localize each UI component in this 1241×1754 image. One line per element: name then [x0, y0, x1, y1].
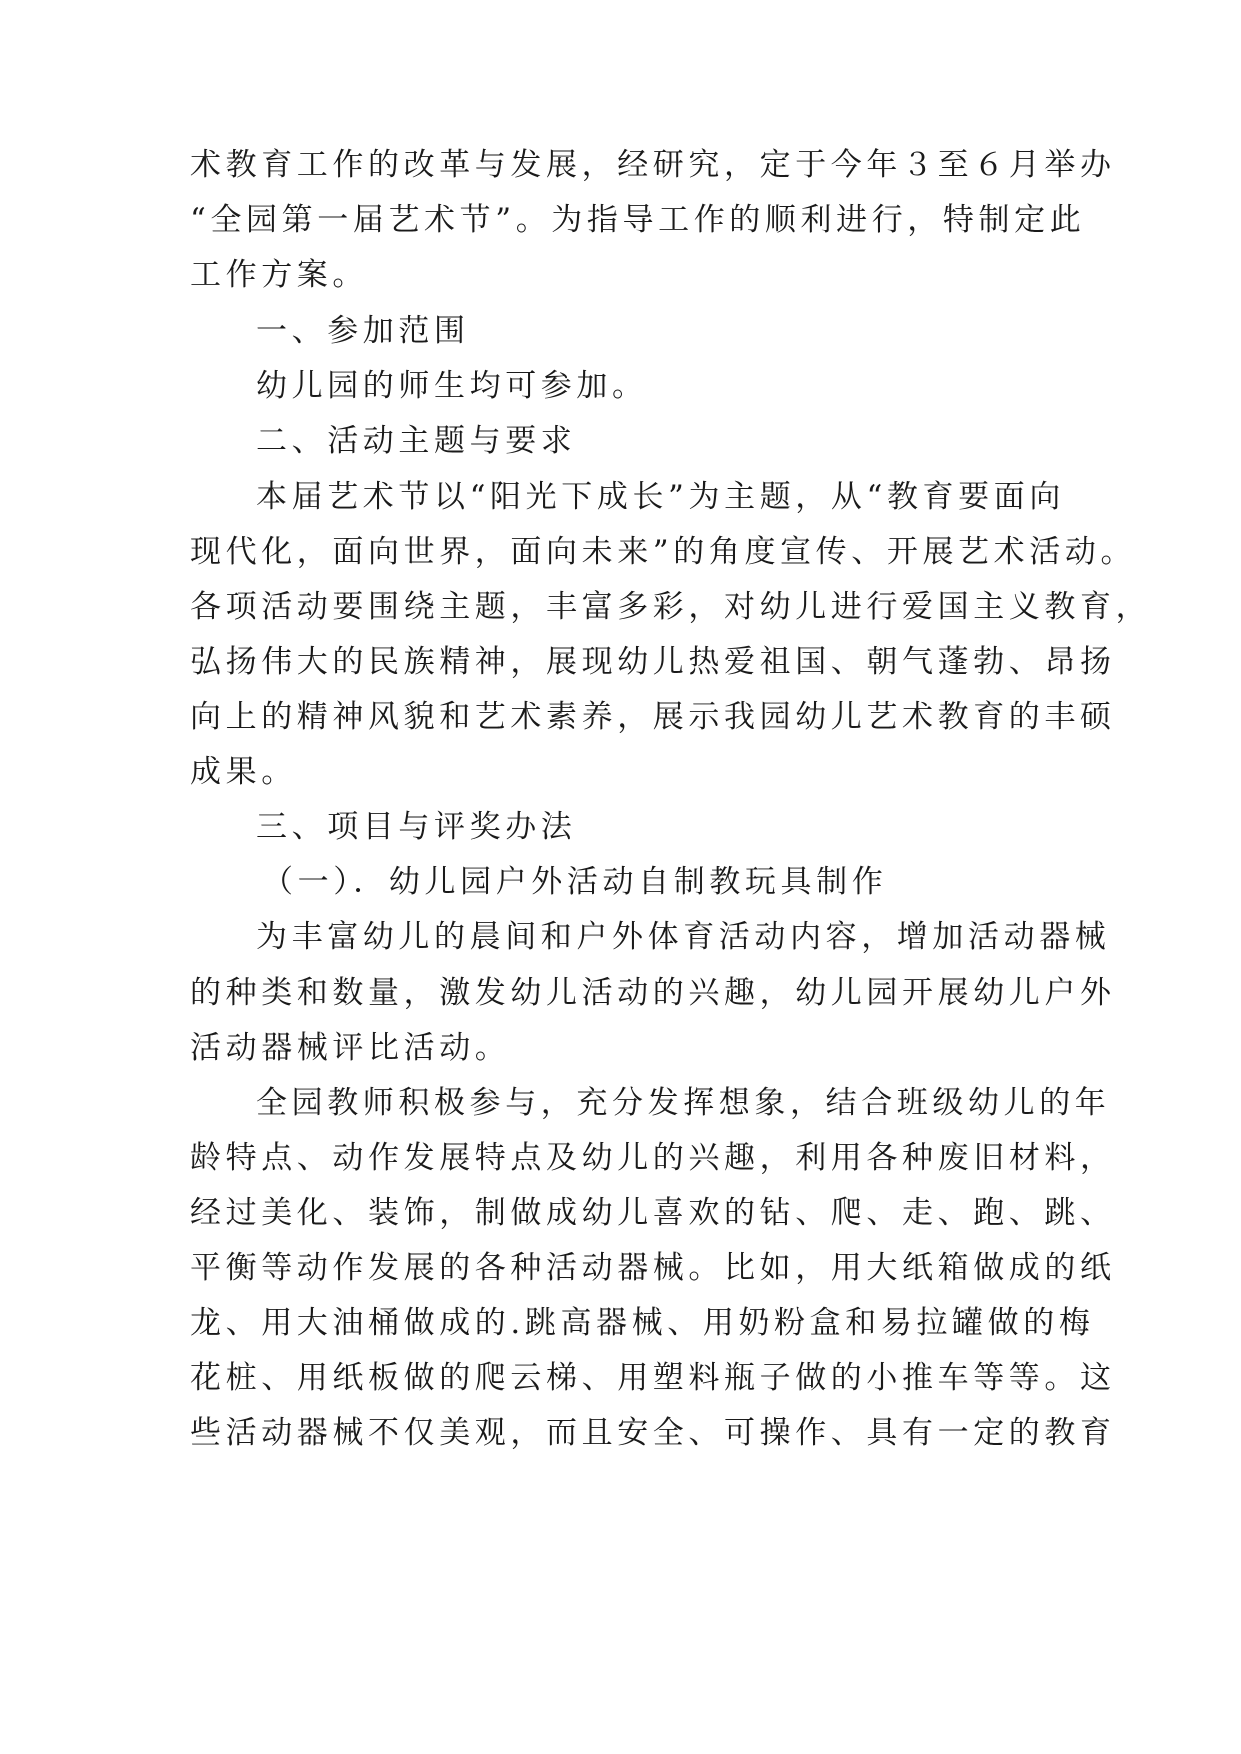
text-line: 术教育工作的改革与发展，经研究，定于今年３至６月举办 [190, 147, 1116, 183]
text-line: “全园第一届艺术节”。为指导工作的顺利进行，特制定此 [190, 202, 1086, 238]
text-line: 为丰富幼儿的晨间和户外体育活动内容，增加活动器械 [256, 919, 1111, 955]
text-line: 弘扬伟大的民族精神，展现幼儿热爱祖国、朝气蓬勃、昂扬 [190, 644, 1116, 680]
text-line: 现代化，面向世界，面向未来”的角度宣传、开展艺术活动。 [190, 534, 1137, 570]
text-line: 各项活动要围绕主题，丰富多彩，对幼儿进行爱国主义教育， [190, 589, 1152, 625]
text-line: 活动器械评比活动。 [190, 1030, 511, 1066]
text-line: 花桩、用纸板做的爬云梯、用塑料瓶子做的小推车等等。这 [190, 1360, 1116, 1396]
text-line: 成果。 [190, 754, 297, 790]
subsection-heading: （一）．幼儿园户外活动自制教玩具制作 [262, 864, 888, 900]
text-line: 全园教师积极参与，充分发挥想象，结合班级幼儿的年 [256, 1085, 1111, 1121]
text-line: 工作方案。 [190, 257, 368, 293]
text-line: 的种类和数量，激发幼儿活动的兴趣，幼儿园开展幼儿户外 [190, 975, 1116, 1011]
section-heading-theme: 二、活动主题与要求 [256, 423, 577, 459]
text-line: 向上的精神风貌和艺术素养，展示我园幼儿艺术教育的丰硕 [190, 699, 1116, 735]
text-line: 些活动器械不仅美观，而且安全、可操作、具有一定的教育 [190, 1415, 1116, 1451]
text-line: 平衡等动作发展的各种活动器械。比如，用大纸箱做成的纸 [190, 1250, 1116, 1286]
text-line: 龙、用大油桶做成的.跳高器械、用奶粉盒和易拉罐做的梅 [190, 1305, 1095, 1341]
text-line: 本届艺术节以“阳光下成长”为主题，从“教育要面向 [256, 479, 1065, 515]
section-heading-projects: 三、项目与评奖办法 [256, 809, 577, 845]
section-heading-scope: 一、参加范围 [256, 313, 470, 349]
text-line: 经过美化、装饰，制做成幼儿喜欢的钻、爬、走、跑、跳、 [190, 1195, 1116, 1231]
text-line: 龄特点、动作发展特点及幼儿的兴趣，利用各种废旧材料， [190, 1140, 1116, 1176]
text-line: 幼儿园的师生均可参加。 [256, 368, 648, 404]
